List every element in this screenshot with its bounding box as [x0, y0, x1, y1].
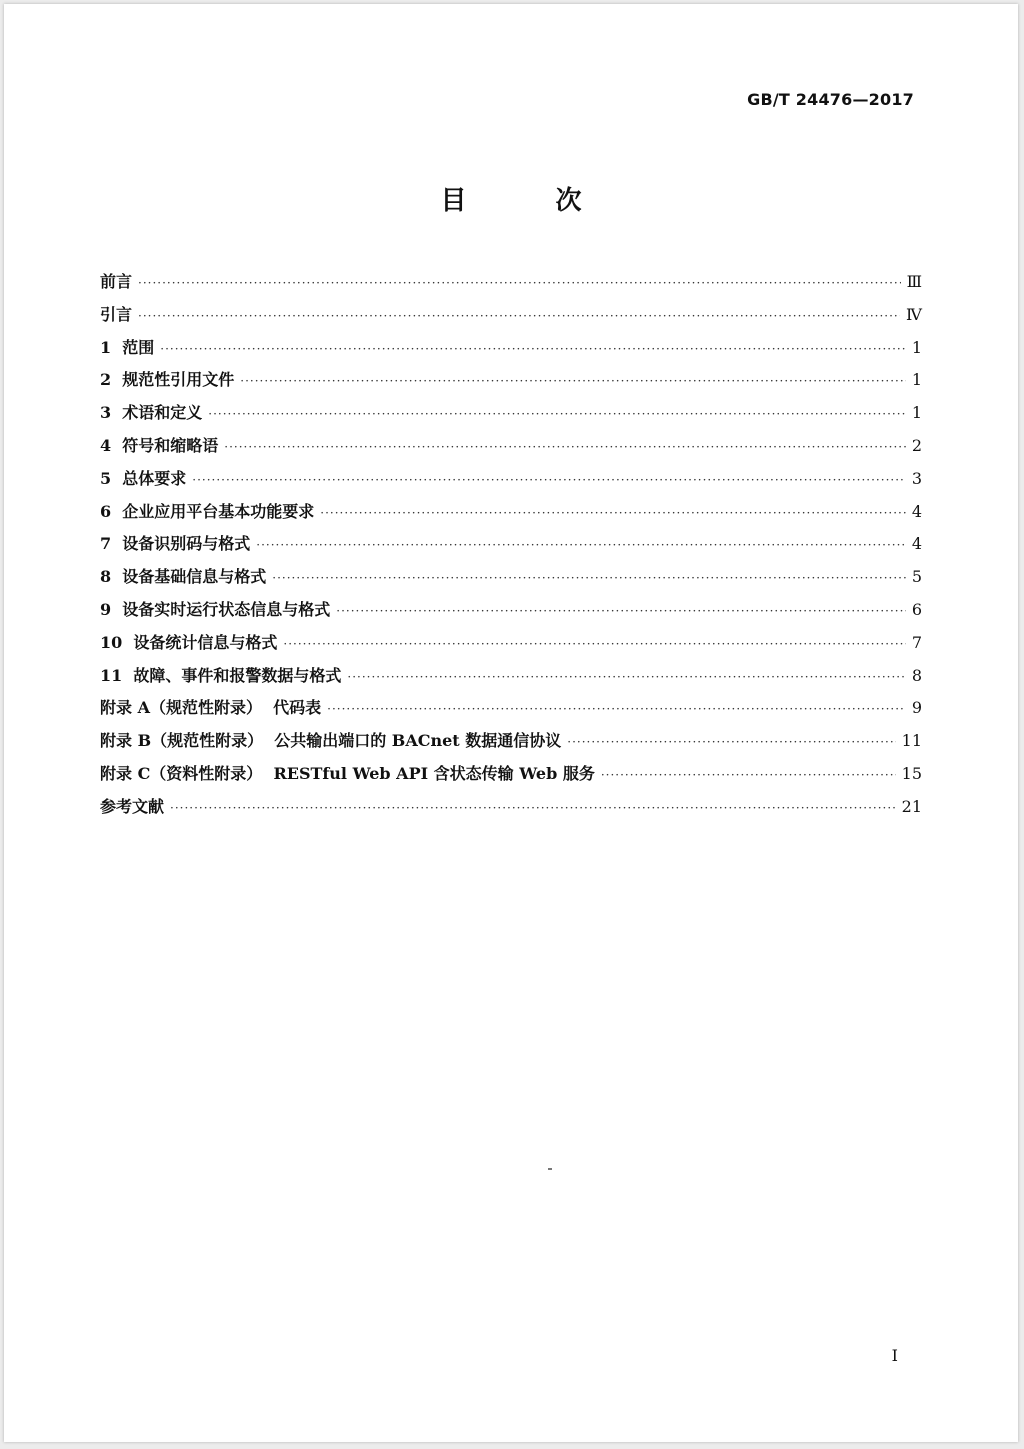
- toc-entry-page: 2: [911, 435, 922, 455]
- toc-leader-dots: [347, 661, 905, 694]
- toc-entry-5[interactable]: [100, 463, 922, 496]
- toc-entry-annex-b[interactable]: [100, 725, 922, 758]
- toc-leader-dots: [567, 726, 895, 759]
- toc-entry-label: 8 设备基础信息与格式: [100, 567, 267, 587]
- toc-entry-annex-c[interactable]: [100, 758, 922, 791]
- toc-leader-dots: [240, 365, 906, 398]
- toc-leader-dots: [138, 267, 901, 300]
- toc-entry-label: 10 设备统计信息与格式: [100, 632, 278, 652]
- toc-entry-label: 7 设备识别码与格式: [100, 534, 251, 554]
- toc-entry-page: 4: [911, 534, 922, 554]
- toc-entry-page: Ⅳ: [906, 304, 922, 324]
- toc-entry-page: Ⅲ: [906, 272, 922, 291]
- toc-entry-introduction[interactable]: [100, 299, 922, 332]
- toc-entry-label: 1 范围: [100, 337, 155, 357]
- standard-number: GB/T 24476—2017: [747, 90, 914, 109]
- toc-entry-bibliography[interactable]: [100, 791, 922, 824]
- toc-entry-page: 4: [911, 501, 922, 521]
- toc-leader-dots: [320, 497, 906, 530]
- document-page: [4, 4, 1018, 1442]
- toc-leader-dots: [256, 529, 906, 562]
- toc-entry-label: 9 设备实时运行状态信息与格式: [100, 599, 331, 619]
- toc-entry-7[interactable]: [100, 528, 922, 561]
- toc-entry-page: 6: [911, 599, 922, 619]
- toc-entry-11[interactable]: [100, 660, 922, 693]
- toc-entry-page: 1: [911, 337, 922, 357]
- toc-entry-page: 3: [911, 468, 922, 488]
- toc-entry-label: 11 故障、事件和报警数据与格式: [100, 665, 342, 685]
- toc-entry-preface[interactable]: [100, 266, 922, 299]
- toc-entry-8[interactable]: [100, 561, 922, 594]
- toc-leader-dots: [192, 464, 906, 497]
- toc-entry-page: 5: [911, 567, 922, 587]
- toc-entry-label: 3 术语和定义: [100, 403, 203, 423]
- toc-entry-6[interactable]: [100, 496, 922, 529]
- toc-entry-label: 5 总体要求: [100, 468, 187, 488]
- toc-leader-dots: [138, 300, 900, 333]
- toc-entry-4[interactable]: [100, 430, 922, 463]
- toc-entry-label: 参考文献: [100, 796, 165, 816]
- table-of-contents: [100, 266, 922, 824]
- toc-entry-page: 8: [911, 665, 922, 685]
- toc-entry-page: 15: [901, 763, 922, 783]
- toc-leader-dots: [170, 792, 896, 825]
- toc-entry-page: 9: [911, 698, 922, 718]
- toc-entry-label: 2 规范性引用文件: [100, 370, 235, 390]
- toc-entry-label: 附录 A（规范性附录） 代码表: [100, 698, 322, 718]
- toc-entry-page: 11: [901, 731, 922, 751]
- scan-mark: [548, 1168, 552, 1170]
- toc-entry-1[interactable]: [100, 332, 922, 365]
- toc-leader-dots: [208, 398, 906, 431]
- toc-entry-10[interactable]: [100, 627, 922, 660]
- toc-leader-dots: [601, 759, 896, 792]
- toc-entry-page: 21: [901, 796, 922, 816]
- toc-leader-dots: [283, 628, 905, 661]
- toc-entry-page: 1: [911, 370, 922, 390]
- toc-entry-label: 附录 C（资料性附录） RESTful Web API 含状态传输 Web 服务: [100, 763, 595, 783]
- toc-leader-dots: [272, 562, 906, 595]
- toc-entry-2[interactable]: [100, 364, 922, 397]
- toc-entry-label: 6 企业应用平台基本功能要求: [100, 501, 315, 521]
- page-number: I: [891, 1346, 898, 1365]
- toc-entry-page: 1: [911, 403, 922, 423]
- toc-entry-9[interactable]: [100, 594, 922, 627]
- toc-entry-label: 引言: [100, 304, 133, 324]
- toc-leader-dots: [160, 333, 906, 366]
- toc-entry-3[interactable]: [100, 397, 922, 430]
- toc-entry-annex-a[interactable]: [100, 692, 922, 725]
- toc-leader-dots: [224, 431, 906, 464]
- toc-entry-page: 7: [911, 632, 922, 652]
- toc-leader-dots: [336, 595, 906, 628]
- toc-leader-dots: [327, 693, 906, 726]
- toc-entry-label: 附录 B（规范性附录） 公共输出端口的 BACnet 数据通信协议: [100, 731, 562, 751]
- toc-entry-label: 4 符号和缩略语: [100, 435, 219, 455]
- page-title: 目 次: [440, 186, 622, 216]
- toc-entry-label: 前言: [100, 272, 133, 291]
